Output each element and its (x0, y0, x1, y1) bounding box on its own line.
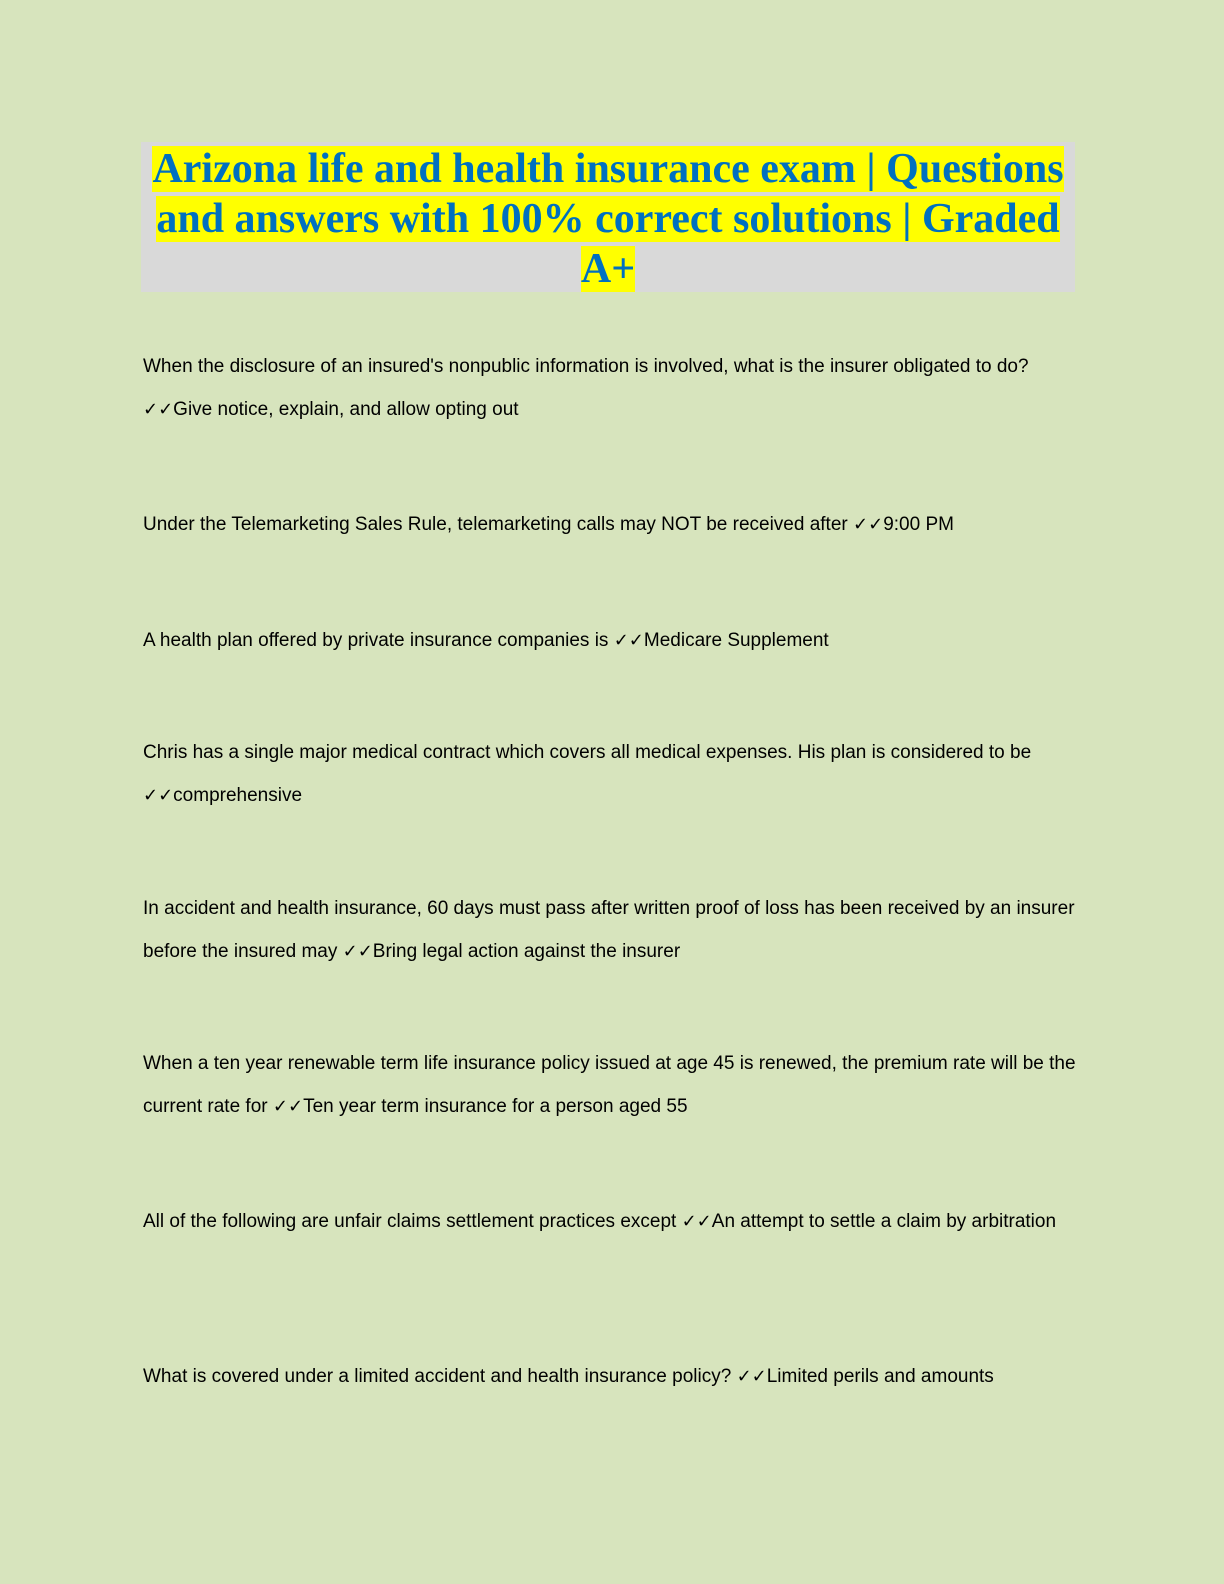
double-check-icon: ✓✓ (342, 941, 373, 962)
answer-text: Limited perils and amounts (766, 1366, 994, 1387)
double-check-icon: ✓✓ (272, 1096, 304, 1117)
qa-item-4 (143, 731, 1078, 817)
title-highlight: Arizona life and health insurance exam | Questions and answers with 100% correct solutions | Graded A+ (152, 146, 1064, 292)
answer-text: An attempt to settle a claim by arbitration (711, 1211, 1057, 1232)
double-check-icon: ✓✓ (853, 514, 884, 535)
answer-text: Ten year term insurance for a person aged 55 (303, 1096, 688, 1117)
qa-item-6 (143, 1042, 1078, 1128)
double-check-icon: ✓✓ (613, 630, 644, 651)
double-check-icon: ✓✓ (681, 1211, 712, 1232)
double-check-icon: ✓✓ (143, 785, 174, 806)
answer-text: Bring legal action against the insurer (372, 941, 681, 962)
document-title (141, 144, 1075, 294)
title-box (141, 142, 1075, 292)
qa-item-5 (143, 887, 1078, 973)
qa-item-3 (143, 619, 1078, 662)
qa-item-8 (143, 1355, 1078, 1398)
answer-text: 9:00 PM (883, 514, 954, 535)
question-text: In accident and health insurance, 60 days must pass after written proof of loss has been received by an insurer before the insured may (143, 898, 1075, 962)
question-text: Under the Telemarketing Sales Rule, telemarketing calls may NOT be received after (143, 514, 848, 535)
double-check-icon: ✓✓ (736, 1366, 767, 1387)
question-text: A health plan offered by private insurance companies is (143, 630, 609, 651)
question-text: Chris has a single major medical contract which covers all medical expenses. His plan is considered to be (143, 742, 1032, 763)
question-text: When a ten year renewable term life insurance policy issued at age 45 is renewed, the premium rate will be the current rate for (143, 1053, 1076, 1117)
qa-item-1 (143, 345, 1078, 431)
qa-item-7 (143, 1200, 1078, 1243)
answer-text: Give notice, explain, and allow opting out (173, 399, 519, 420)
question-text: What is covered under a limited accident and health insurance policy? (143, 1366, 732, 1387)
double-check-icon: ✓✓ (143, 399, 174, 420)
qa-item-2 (143, 503, 1078, 546)
question-text: When the disclosure of an insured's nonpublic information is involved, what is the insurer obligated to do? (143, 356, 1029, 377)
question-text: All of the following are unfair claims settlement practices except (143, 1211, 677, 1232)
answer-text: Medicare Supplement (643, 630, 829, 651)
answer-text: comprehensive (173, 785, 303, 806)
